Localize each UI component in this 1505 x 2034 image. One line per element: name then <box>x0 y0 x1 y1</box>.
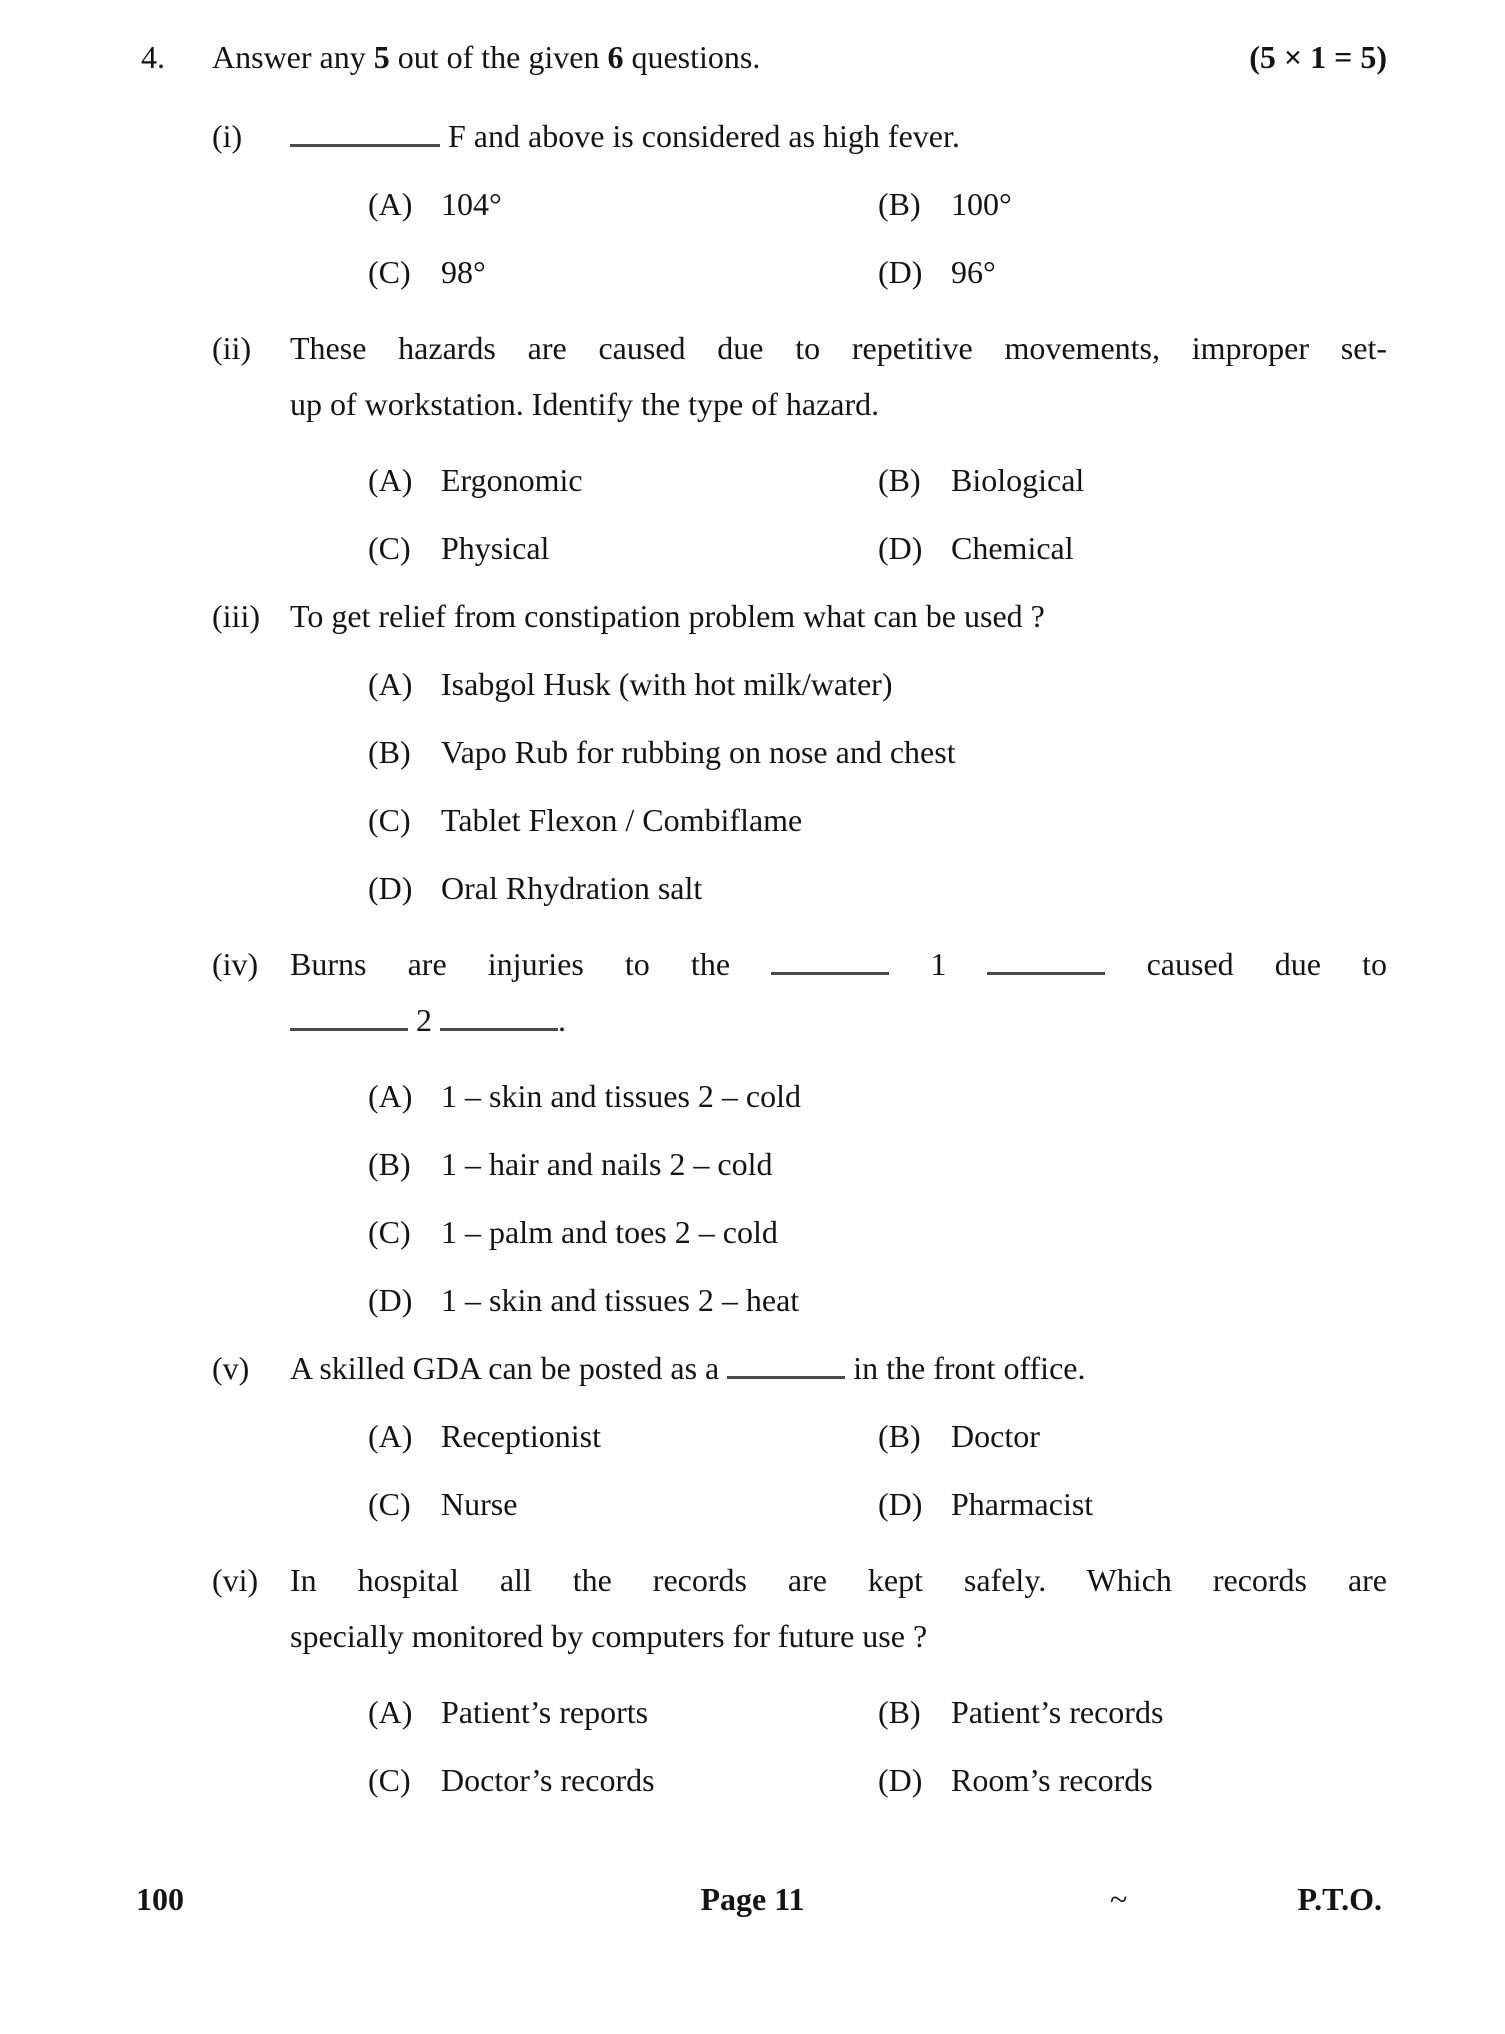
fill-blank <box>290 129 440 147</box>
option-text: Tablet Flexon / Combiflame <box>441 802 803 838</box>
question-text: . <box>558 1002 566 1038</box>
option-b <box>878 184 1387 224</box>
pto-label: P.T.O. <box>1297 1881 1382 1917</box>
header-text-middle: out of the given <box>389 39 608 75</box>
option-text: Patient’s records <box>951 1694 1164 1730</box>
options <box>368 664 1387 908</box>
option-text: 96° <box>951 254 996 290</box>
sub-question-v-row <box>212 1348 1387 1552</box>
question-text: F and above is considered as high fever. <box>448 118 960 154</box>
option-letter: (D) <box>368 1282 413 1318</box>
option-text: Room’s records <box>951 1762 1153 1798</box>
question-line-2 <box>290 992 1387 1048</box>
option-letter: (B) <box>368 1146 411 1182</box>
sub-question-v <box>212 1348 1387 1552</box>
question-4-header <box>141 36 1387 78</box>
option-grid <box>368 184 1387 320</box>
option-letter: (C) <box>368 530 411 566</box>
question-text: caused due to <box>1146 946 1388 982</box>
fill-blank-4 <box>440 1013 558 1031</box>
question-paragraph <box>290 1552 1387 1664</box>
option-text: 1 – hair and nails 2 – cold <box>441 1146 773 1182</box>
question-number: 4. <box>141 39 165 75</box>
question-line: To get relief from constipation problem what can be used ? <box>290 598 1045 634</box>
tilde-mark: ~ <box>1110 1881 1128 1917</box>
sub-question-iv-row <box>212 936 1387 1348</box>
option-letter: (C) <box>368 802 411 838</box>
option-grid <box>368 460 1387 596</box>
option-text: Vapo Rub for rubbing on nose and chest <box>441 734 956 770</box>
option-letter: (B) <box>878 1694 921 1730</box>
question-body <box>290 320 1387 596</box>
option-letter: (D) <box>878 254 923 290</box>
option-a <box>368 1076 1387 1116</box>
question-header-text <box>212 36 760 78</box>
question-line <box>290 1348 1387 1388</box>
fill-blank-1 <box>771 957 889 975</box>
option-letter: (C) <box>368 1486 411 1522</box>
option-letter: (A) <box>368 186 413 222</box>
option-letter: (A) <box>368 666 413 702</box>
option-letter: (A) <box>368 462 413 498</box>
option-letter: (C) <box>368 1762 411 1798</box>
option-grid <box>368 1692 1387 1828</box>
option-b <box>878 1416 1387 1456</box>
question-line-1 <box>290 936 1387 992</box>
header-text-prefix: Answer any <box>212 39 374 75</box>
option-letter: (C) <box>368 1214 411 1250</box>
sub-question-iv <box>212 936 1387 1348</box>
option-text: Ergonomic <box>441 462 583 498</box>
question-body <box>290 1348 1387 1552</box>
question-line <box>290 116 1387 156</box>
question-text: in the front office. <box>853 1350 1086 1386</box>
question-text: A skilled GDA can be posted as a <box>290 1350 720 1386</box>
page-footer <box>0 1878 1505 1920</box>
option-letter: (D) <box>368 870 413 906</box>
option-text: Receptionist <box>441 1418 601 1454</box>
option-letter: (A) <box>368 1078 413 1114</box>
option-letter: (C) <box>368 254 411 290</box>
question-line-2: specially monitored by computers for future use ? <box>290 1618 928 1654</box>
roman-numeral: (iii) <box>212 598 260 634</box>
option-text: Oral Rhydration salt <box>441 870 703 906</box>
option-text: Physical <box>441 530 550 566</box>
question-paragraph <box>290 936 1387 1048</box>
option-text: 1 – skin and tissues 2 – heat <box>441 1282 800 1318</box>
options <box>368 1076 1387 1320</box>
question-line-2: up of workstation. Identify the type of hazard. <box>290 386 880 422</box>
question-text: Burns are injuries to the <box>290 946 731 982</box>
option-text: Biological <box>951 462 1085 498</box>
page-number: Page 11 <box>700 1881 805 1917</box>
option-a <box>368 1416 878 1456</box>
option-b <box>878 460 1387 500</box>
fill-blank <box>727 1361 845 1379</box>
sub-question-iii <box>212 596 1387 936</box>
option-text: 1 – palm and toes 2 – cold <box>441 1214 778 1250</box>
options <box>368 184 1387 320</box>
option-b <box>368 1144 1387 1184</box>
option-b <box>878 1692 1387 1732</box>
option-text: Nurse <box>441 1486 518 1522</box>
option-text: Pharmacist <box>951 1486 1094 1522</box>
option-text: 1 – skin and tissues 2 – cold <box>441 1078 801 1114</box>
option-letter: (B) <box>878 462 921 498</box>
option-text: Doctor <box>951 1418 1040 1454</box>
roman-numeral: (ii) <box>212 330 252 366</box>
option-d <box>368 1280 1387 1320</box>
option-letter: (A) <box>368 1694 413 1730</box>
option-letter: (D) <box>878 530 923 566</box>
option-letter: (D) <box>878 1486 923 1522</box>
option-c <box>368 528 878 568</box>
option-text: Doctor’s records <box>441 1762 655 1798</box>
option-d <box>878 1484 1387 1524</box>
page-content <box>141 36 1387 1828</box>
sub-question-ii <box>212 320 1387 596</box>
roman-numeral: (iv) <box>212 946 259 982</box>
sub-question-vi-row <box>212 1552 1387 1828</box>
sub-question-vi <box>212 1552 1387 1828</box>
sub-question-ii-row <box>212 320 1387 596</box>
option-letter: (B) <box>878 1418 921 1454</box>
header-bold-count: 5 <box>373 39 390 75</box>
question-line-1: These hazards are caused due to repetitive movements, improper set- <box>290 330 1387 366</box>
roman-numeral: (vi) <box>212 1562 259 1598</box>
option-text: 100° <box>951 186 1012 222</box>
blank-label-1: 1 <box>930 946 947 982</box>
option-a <box>368 1692 878 1732</box>
option-grid <box>368 1416 1387 1552</box>
option-d <box>368 868 1387 908</box>
option-text: Chemical <box>951 530 1074 566</box>
header-text-suffix: questions. <box>623 39 761 75</box>
option-a <box>368 184 878 224</box>
header-bold-total: 6 <box>607 39 624 75</box>
option-d <box>878 1760 1387 1800</box>
options <box>368 460 1387 596</box>
roman-numeral: (v) <box>212 1350 250 1386</box>
paper-code: 100 <box>136 1881 184 1917</box>
option-d <box>878 528 1387 568</box>
option-text: Isabgol Husk (with hot milk/water) <box>441 666 893 702</box>
roman-numeral: (i) <box>212 118 243 154</box>
question-body <box>290 596 1387 936</box>
question-paragraph <box>290 320 1387 432</box>
question-body <box>290 1552 1387 1828</box>
options <box>368 1692 1387 1828</box>
sub-question-i <box>212 116 1387 320</box>
question-body <box>290 116 1387 320</box>
option-a <box>368 664 1387 704</box>
fill-blank-2 <box>987 957 1105 975</box>
option-c <box>368 252 878 292</box>
option-d <box>878 252 1387 292</box>
fill-blank-3 <box>290 1013 408 1031</box>
question-body <box>290 936 1387 1348</box>
blank-label-2: 2 <box>416 1002 432 1038</box>
option-text: 98° <box>441 254 486 290</box>
option-a <box>368 460 878 500</box>
option-letter: (A) <box>368 1418 413 1454</box>
option-text: 104° <box>441 186 502 222</box>
option-letter: (B) <box>878 186 921 222</box>
options <box>368 1416 1387 1552</box>
option-c <box>368 1760 878 1800</box>
option-c <box>368 1212 1387 1252</box>
option-b <box>368 732 1387 772</box>
option-letter: (D) <box>878 1762 923 1798</box>
marks-label: (5 × 1 = 5) <box>1249 39 1387 75</box>
sub-question-iii-row <box>212 596 1387 936</box>
question-line-1: In hospital all the records are kept safely. Which records are <box>290 1562 1387 1598</box>
option-c <box>368 800 1387 840</box>
sub-question-i-row <box>212 116 1387 320</box>
option-c <box>368 1484 878 1524</box>
option-letter: (B) <box>368 734 411 770</box>
option-text: Patient’s reports <box>441 1694 649 1730</box>
